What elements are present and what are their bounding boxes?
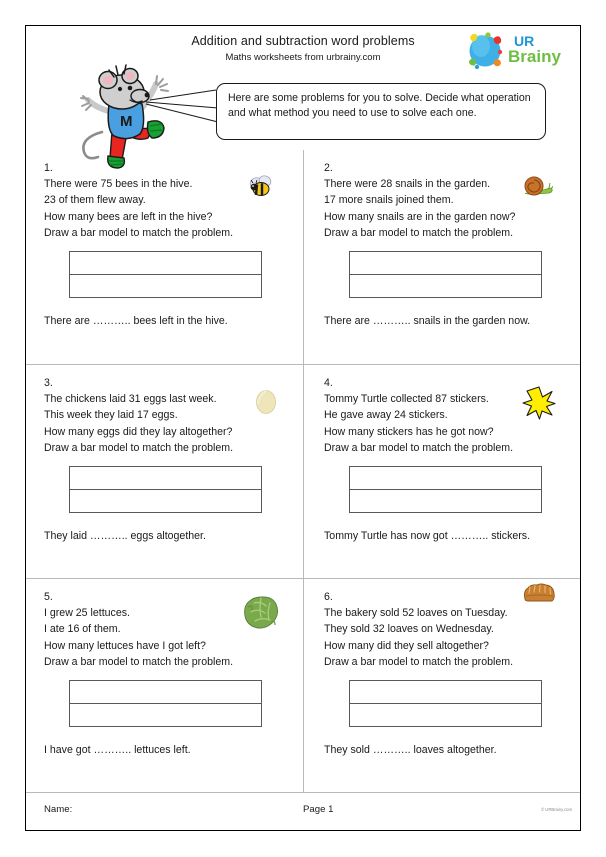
bar-model-5[interactable]: [69, 680, 262, 727]
problem-number: 5.: [44, 591, 53, 603]
bar-model-divider: [350, 703, 541, 704]
answer-line[interactable]: They laid ……….. eggs altogether.: [44, 530, 206, 542]
bar-model-divider: [350, 274, 541, 275]
urbrainy-logo: [464, 29, 572, 71]
problem-line: There were 75 bees in the hive.: [44, 178, 193, 191]
problem-cell-2: [303, 150, 580, 364]
problem-line: This week they laid 17 eggs.: [44, 409, 178, 422]
problem-cell-3: [26, 365, 303, 578]
page-number-label: Page 1: [303, 804, 334, 815]
mascot-shirt-letter: M: [120, 113, 133, 130]
problem-line: Tommy Turtle collected 87 stickers.: [324, 393, 489, 406]
problem-number: 6.: [324, 591, 333, 603]
problem-line: Draw a bar model to match the problem.: [44, 226, 234, 239]
problem-row: [26, 150, 580, 364]
problem-number: 1.: [44, 162, 53, 174]
problem-line: He gave away 24 stickers.: [324, 409, 448, 422]
problem-line: Draw a bar model to match the problem.: [324, 441, 514, 454]
star-sticker-icon: [522, 386, 556, 420]
problem-line: How many eggs did they lay altogether?: [44, 425, 233, 438]
bar-model-divider: [70, 274, 261, 275]
problem-line: How many snails are in the garden now?: [324, 210, 516, 223]
copyright-label: © URBrainy.com: [541, 807, 572, 812]
problem-cell-1: [26, 150, 303, 364]
bar-model-3[interactable]: [69, 466, 262, 513]
problems-grid: [26, 150, 580, 792]
problem-row: [26, 364, 580, 578]
problem-line: I ate 16 of them.: [44, 623, 121, 636]
problem-line: They sold 32 loaves on Wednesday.: [324, 623, 494, 636]
instructions-speech-bubble: [216, 83, 546, 140]
globe-icon: [469, 32, 502, 69]
answer-line[interactable]: They sold ……….. loaves altogether.: [324, 744, 497, 756]
instructions-text: Here are some problems for you to solve. Decide what operation and what method you need to use to solve each one.: [228, 92, 531, 120]
bar-model-2[interactable]: [349, 251, 542, 298]
page-subtitle: Maths worksheets from urbrainy.com: [225, 52, 381, 63]
problem-line: How many stickers has he got now?: [324, 425, 494, 438]
bar-model-4[interactable]: [349, 466, 542, 513]
problem-line: The chickens laid 31 eggs last week.: [44, 393, 217, 406]
problem-cell-4: [303, 365, 580, 578]
problem-line: Draw a bar model to match the problem.: [44, 655, 234, 668]
bar-model-divider: [70, 703, 261, 704]
answer-line[interactable]: Tommy Turtle has now got ……….. stickers.: [324, 530, 531, 542]
bread-icon: [522, 582, 556, 604]
answer-line[interactable]: I have got ……….. lettuces left.: [44, 744, 191, 756]
bar-model-divider: [70, 489, 261, 490]
egg-icon: [255, 386, 277, 414]
bar-model-6[interactable]: [349, 680, 542, 727]
page-footer: [26, 792, 580, 830]
snail-icon: [523, 175, 553, 197]
problem-line: I grew 25 lettuces.: [44, 607, 130, 620]
problem-line: Draw a bar model to match the problem.: [324, 226, 514, 239]
name-field-label[interactable]: Name:: [44, 804, 73, 815]
problem-line: How many did they sell altogether?: [324, 639, 489, 652]
bee-icon: [248, 174, 274, 198]
problem-line: 17 more snails joined them.: [324, 194, 454, 207]
problem-line: How many bees are left in the hive?: [44, 210, 213, 223]
problem-cell-6: [303, 579, 580, 792]
problem-row: [26, 578, 580, 792]
lettuce-icon: [242, 595, 280, 631]
bar-model-divider: [350, 489, 541, 490]
bar-model-1[interactable]: [69, 251, 262, 298]
problem-number: 4.: [324, 377, 333, 389]
problem-line: 23 of them flew away.: [44, 194, 146, 207]
problem-line: There were 28 snails in the garden.: [324, 178, 491, 191]
problem-number: 2.: [324, 162, 333, 174]
worksheet-page: [25, 25, 581, 831]
logo-text-brainy: Brainy: [508, 47, 561, 66]
answer-line[interactable]: There are ……….. bees left in the hive.: [44, 315, 228, 327]
problem-line: Draw a bar model to match the problem.: [44, 441, 234, 454]
problem-cell-5: [26, 579, 303, 792]
problem-line: How many lettuces have I got left?: [44, 639, 206, 652]
answer-line[interactable]: There are ……….. snails in the garden now.: [324, 315, 531, 327]
page-title: Addition and subtraction word problems: [191, 34, 415, 48]
problem-line: Draw a bar model to match the problem.: [324, 655, 514, 668]
problem-number: 3.: [44, 377, 53, 389]
problem-line: The bakery sold 52 loaves on Tuesday.: [324, 607, 508, 620]
logo-text-ur: UR: [514, 33, 535, 49]
